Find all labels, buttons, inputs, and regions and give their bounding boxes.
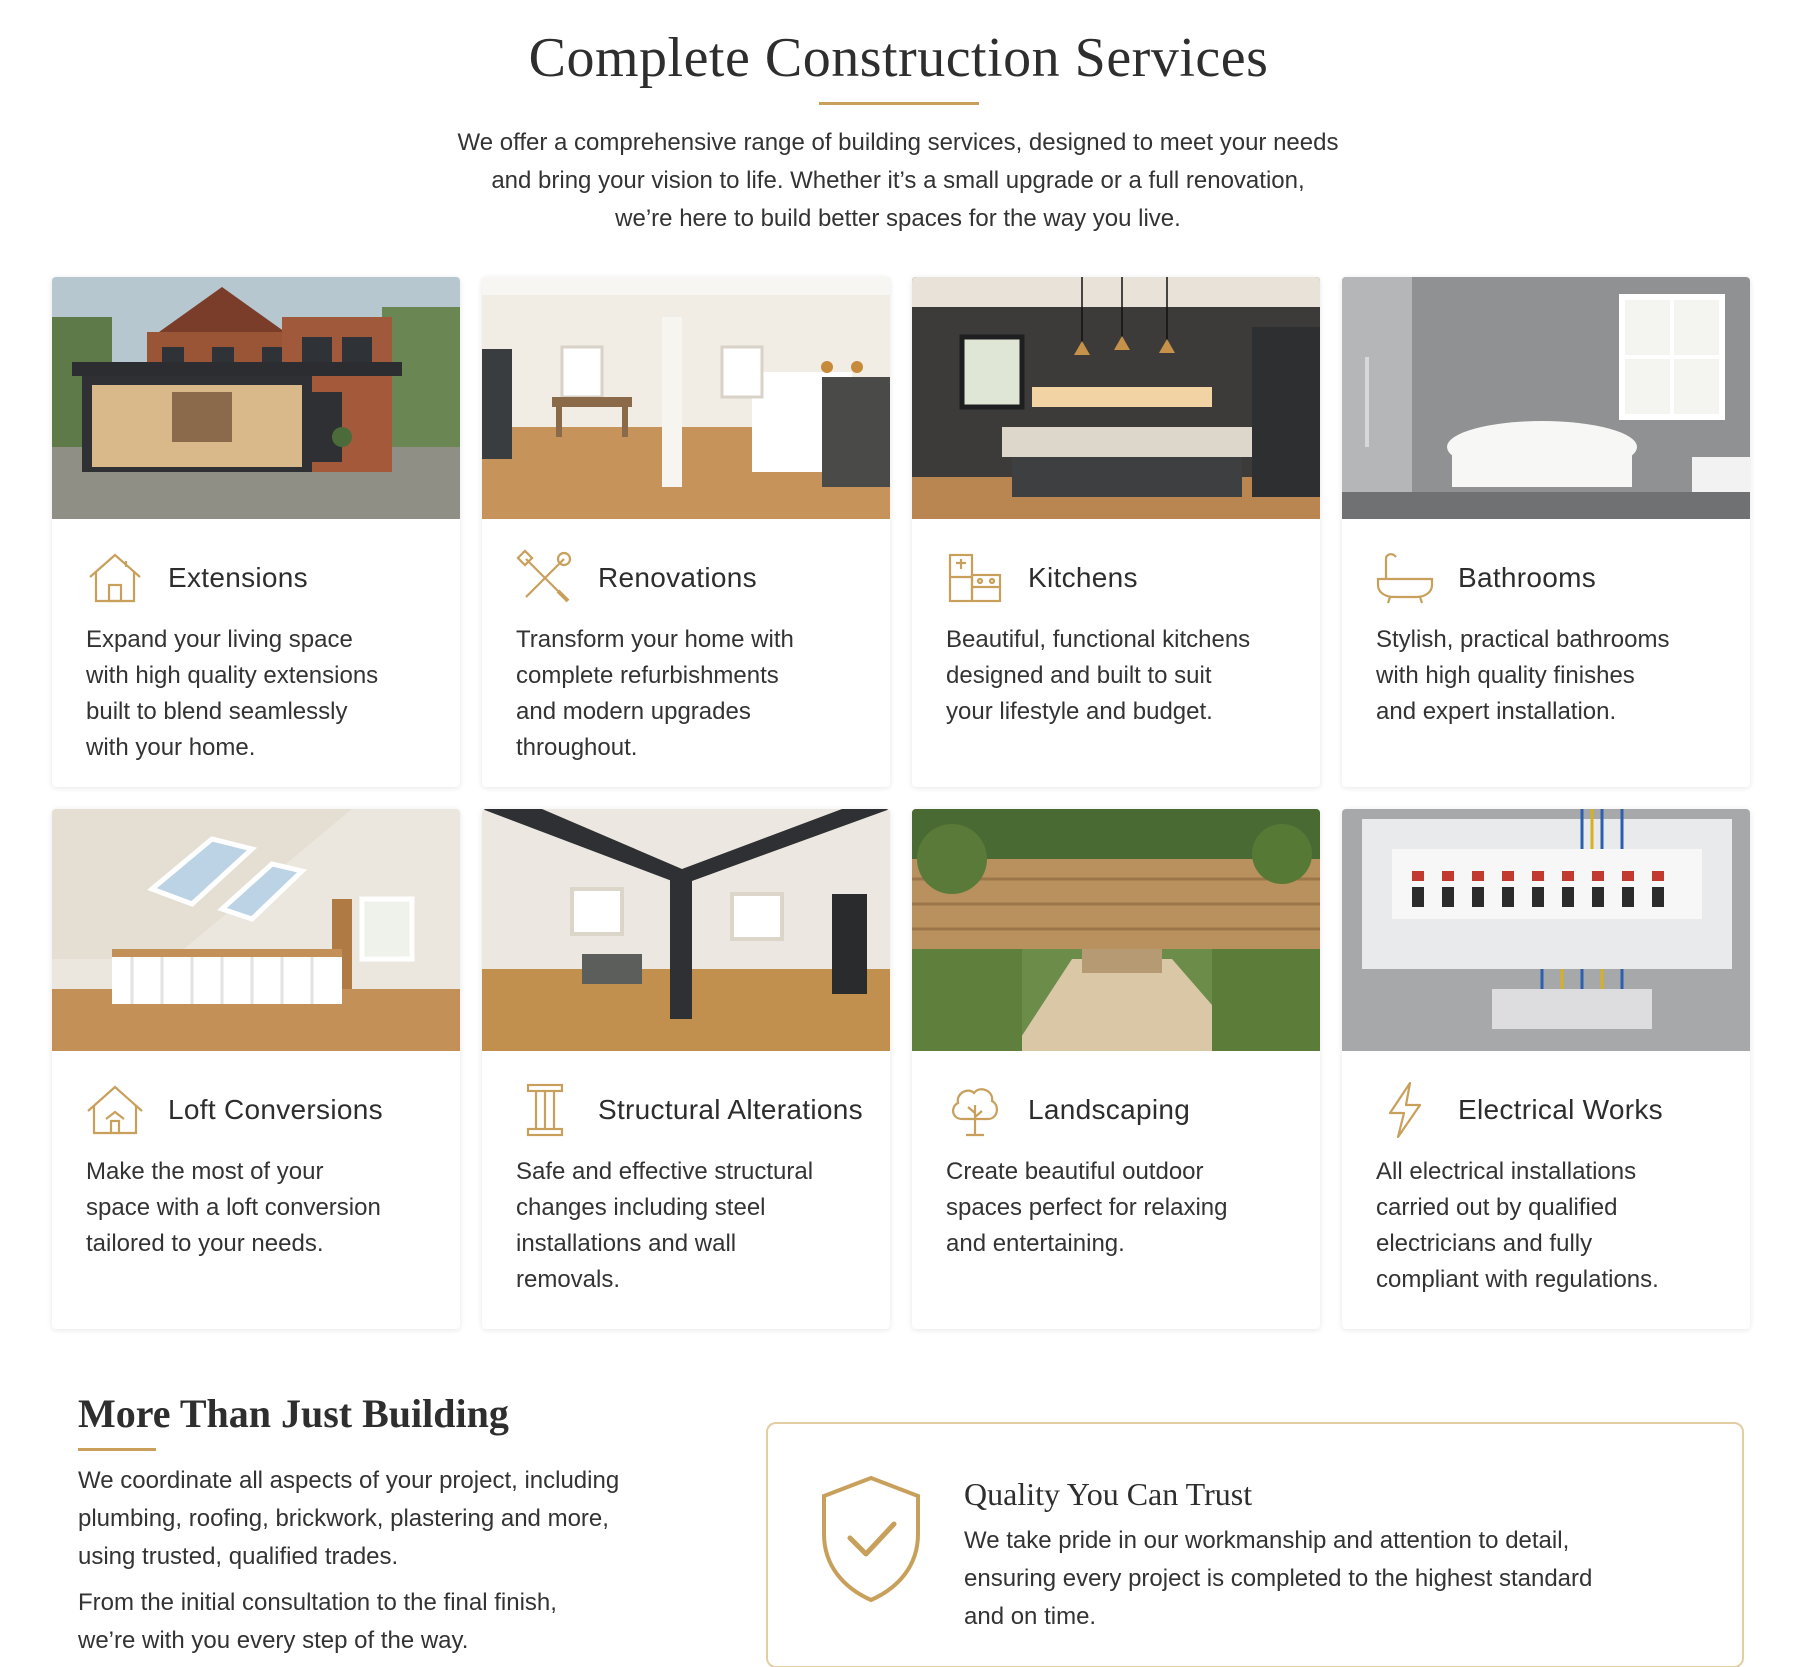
page-title: Complete Construction Services [528, 27, 1269, 89]
landscaping-photo [912, 809, 1320, 1051]
service-card-kitchens[interactable] [912, 277, 1320, 787]
service-title: Extensions [168, 562, 308, 593]
loft-conversions-photo [52, 809, 460, 1051]
service-heading [84, 1079, 383, 1141]
service-title: Bathrooms [1458, 562, 1597, 593]
service-description: Expand your living space with high quality extensions built to blend seamlessly with your home. [86, 626, 379, 761]
bathrooms-photo [1342, 277, 1750, 519]
extensions-photo [52, 277, 460, 519]
structural-alterations-photo [482, 809, 890, 1051]
service-heading [514, 1079, 863, 1141]
tools-icon [514, 547, 576, 609]
service-title: Loft Conversions [168, 1094, 383, 1125]
service-description: Create beautiful outdoor spaces perfect for relaxing and entertaining. [946, 1158, 1228, 1257]
service-description: All electrical installations carried out by qualified electricians and fully compliant with regulations. [1376, 1158, 1659, 1293]
more-section-title: More Than Just Building [78, 1391, 509, 1436]
tree-icon [944, 1079, 1006, 1141]
service-heading [944, 1079, 1190, 1141]
intro-text: We offer a comprehensive range of building services, designed to meet your needs and bring your vision to life. Whether it’s a small upgrade or a full renovation, we’re here to build better spaces for the way you live. [457, 129, 1339, 232]
service-description: Stylish, practical bathrooms with high quality finishes and expert installation. [1376, 626, 1670, 725]
house-icon [84, 547, 146, 609]
more-divider [78, 1448, 156, 1451]
service-heading [84, 547, 308, 609]
service-card-loft-conversions[interactable] [52, 809, 460, 1329]
more-section-text: We coordinate all aspects of your project, including plumbing, roofing, brickwork, plastering and more, using trusted, qualified trades. From the initial consultation to the final finish, we’re with you every step of the way. [78, 1467, 620, 1654]
bathtub-icon [1374, 547, 1436, 609]
title-divider [819, 102, 979, 105]
trust-title: Quality You Can Trust [964, 1476, 1253, 1512]
service-title: Electrical Works [1458, 1094, 1663, 1125]
service-heading [944, 547, 1138, 609]
service-heading [1374, 547, 1596, 609]
service-card-bathrooms[interactable] [1342, 277, 1750, 787]
service-title: Renovations [598, 562, 757, 593]
service-card-landscaping[interactable] [912, 809, 1320, 1329]
service-card-electrical-works[interactable] [1342, 809, 1750, 1329]
service-description: Make the most of your space with a loft conversion tailored to your needs. [86, 1158, 381, 1257]
kitchens-photo [912, 277, 1320, 519]
column-icon [514, 1079, 576, 1141]
service-description: Safe and effective structural changes including steel installations and wall removals. [516, 1158, 814, 1293]
trust-text: We take pride in our workmanship and attention to detail, ensuring every project is completed to the highest standard and on time. [964, 1527, 1593, 1630]
service-card-renovations[interactable] [482, 277, 890, 787]
service-description: Transform your home with complete refurbishments and modern upgrades throughout. [516, 626, 794, 761]
service-card-extensions[interactable] [52, 277, 460, 787]
service-title: Structural Alterations [598, 1094, 863, 1125]
shield-check-icon [816, 1472, 926, 1604]
quality-trust-box [766, 1422, 1744, 1667]
service-heading [514, 547, 757, 609]
service-title: Kitchens [1028, 562, 1138, 593]
service-description: Beautiful, functional kitchens designed and built to suit your lifestyle and budget. [946, 626, 1251, 725]
service-title: Landscaping [1028, 1094, 1191, 1125]
kitchen-icon [944, 547, 1006, 609]
lightning-icon [1374, 1079, 1436, 1141]
loft-house-icon [84, 1079, 146, 1141]
service-heading [1374, 1079, 1663, 1141]
renovations-photo [482, 277, 890, 519]
electrical-works-photo [1342, 809, 1750, 1051]
service-card-structural-alterations[interactable] [482, 809, 890, 1329]
